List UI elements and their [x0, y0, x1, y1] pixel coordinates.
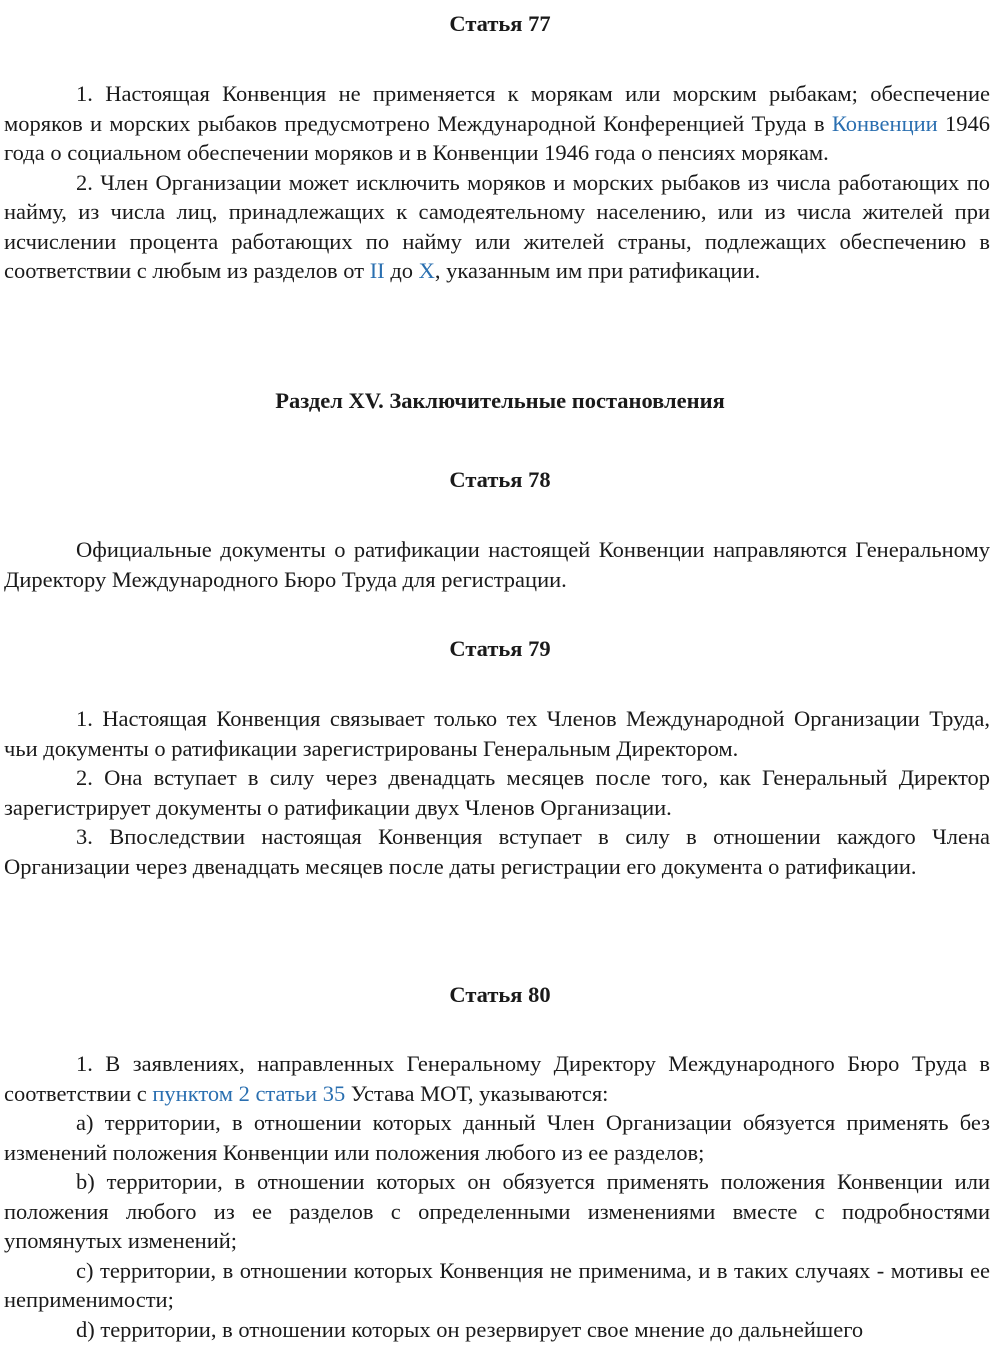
article-78-title: Статья 78 — [449, 467, 551, 492]
article-80-p1-text-end: Устава МОТ, указываются: — [345, 1080, 609, 1106]
article-79-body — [4, 704, 990, 881]
article-77-p2-text-start: 2. Член Организации может исключить моряков и морских рыбаков из числа работающих по найму, из числа лиц, принадлежащих к самодеятельному населению, или из числа жителей при исчислении процента работающих по найму или жителей страны, подлежащих обеспечению в соответствии с любым из разделов от — [4, 169, 990, 283]
article-80-item-a: a) территории, в отношении которых данный Член Организации обязуется применять без изменений положения Конвенции или положения любого из ее разделов; — [4, 1110, 990, 1165]
article-77-title: Статья 77 — [449, 11, 551, 36]
article-80-p1-text-start: 1. В заявлениях, направленных Генеральному Директору Международного Бюро Труда в соответствии с — [4, 1051, 990, 1106]
article-78-paragraph-1: Официальные документы о ратификации настоящей Конвенции направляются Генеральному Директору Международного Бюро Труда для регистрации. — [4, 537, 990, 592]
article-80-body — [4, 1049, 990, 1344]
article-78-body — [4, 535, 990, 594]
article-80-item-c: c) территории, в отношении которых Конвенция не применима, и в таких случаях - мотивы ее неприменимости; — [4, 1257, 990, 1312]
article-77-p1-text-end: 1946 года о социальном обеспечении моряков и в Конвенции 1946 года о пенсиях морякам. — [4, 110, 991, 165]
article-80-item-d: d) территории, в отношении которых он резервирует свое мнение до дальнейшего — [76, 1316, 864, 1342]
article-77-p2-text-mid: до — [384, 258, 419, 283]
paragraph-2-article-35-link[interactable]: пунктом 2 статьи 35 — [152, 1080, 346, 1106]
article-79-title: Статья 79 — [449, 636, 551, 661]
article-79-paragraph-3: 3. Впоследствии настоящая Конвенция вступает в силу в отношении каждого Члена Организации через двенадцать месяцев после даты регистрации его документа о ратификации. — [4, 824, 990, 879]
article-77-p2-text-end: , указанным им при ратификации. — [434, 258, 761, 283]
article-80-title: Статья 80 — [449, 982, 551, 1007]
convention-link[interactable]: Конвенции — [831, 110, 938, 136]
article-77-body — [4, 79, 990, 286]
article-77-p1-text-start: 1. Настоящая Конвенция не применяется к морякам или морским рыбакам; обеспечение моряков и морских рыбаков предусмотрено Международной Конференцией Труда в — [4, 81, 990, 136]
article-77-paragraph-1 — [4, 79, 990, 168]
article-79-paragraph-2: 2. Она вступает в силу через двенадцать месяцев после того, как Генеральный Директор зарегистрирует документы о ратификации двух Членов Организации. — [4, 765, 990, 820]
article-80-item-b: b) территории, в отношении которых он обязуется применять положения Конвенции или положения любого из ее разделов с определенными изменениями вместе с подробностями упомянутых изменений; — [4, 1169, 990, 1253]
section-ii-link[interactable]: II — [369, 258, 385, 283]
article-80-paragraph-1 — [4, 1049, 990, 1108]
article-77-paragraph-2 — [4, 168, 990, 286]
section-x-link[interactable]: X — [418, 258, 435, 283]
article-79-paragraph-1: 1. Настоящая Конвенция связывает только тех Членов Международной Организации Труда, чьи документы о ратификации зарегистрированы Генеральным Директором. — [4, 706, 990, 761]
section-15-title: Раздел XV. Заключительные постановления — [275, 388, 725, 413]
